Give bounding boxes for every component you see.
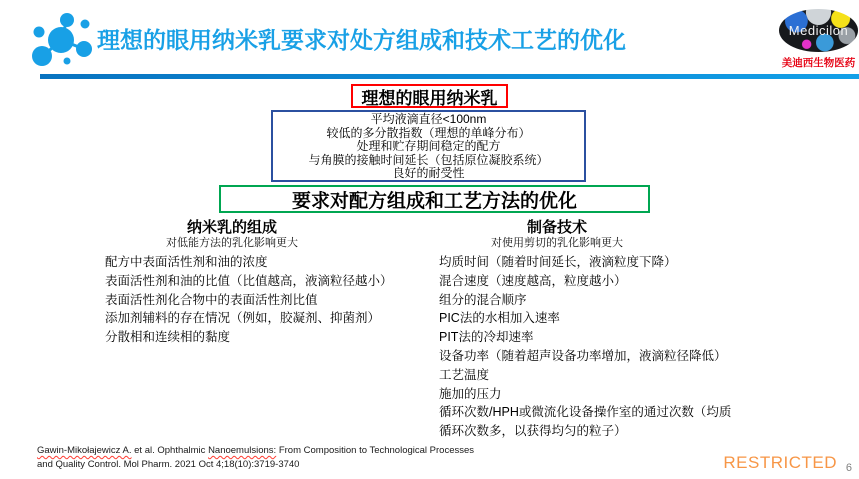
list-item: 组分的混合顺序 xyxy=(439,292,527,307)
citation-rest: From Composition to Technological Processes xyxy=(276,445,475,456)
optimization-requirement-box: 要求对配方组成和工艺方法的优化 xyxy=(219,185,650,213)
citation-mid: et al. Ophthalmic xyxy=(131,445,209,456)
list-item: PIT法的冷却速率 xyxy=(439,330,534,345)
composition-list xyxy=(105,253,420,347)
medicilon-logo-text: Medicilon xyxy=(788,23,849,38)
page-title: 理想的眼用纳米乳要求对处方组成和技术工艺的优化 xyxy=(97,27,626,53)
technology-title: 制备技术 xyxy=(526,219,587,236)
property-item: 处理和贮存期间稳定的配方 xyxy=(356,139,501,153)
list-item: 设备功率（随着超声设备功率增加，液滴粒径降低） xyxy=(439,348,727,363)
property-item: 良好的耐受性 xyxy=(392,166,465,180)
property-item: 较低的多分散指数（理想的单峰分布） xyxy=(326,125,531,140)
citation-line-1 xyxy=(37,444,497,458)
citation-term: Nanoemulsions: xyxy=(208,445,277,456)
list-item: 表面活性剂化合物中的表面活性剂比值 xyxy=(105,292,318,307)
company-name: 美迪西生物医药 xyxy=(781,57,856,69)
citation-line-2: and Quality Control. Mol Pharm. 2021 Oct 4;18(10):3719-3740 xyxy=(37,459,300,470)
list-item: PIC法的水相加入速率 xyxy=(439,311,560,326)
technology-column-header xyxy=(447,219,667,250)
list-item: 均质时间（随着时间延长，液滴粒度下降） xyxy=(439,255,677,269)
list-item: 添加剂辅料的存在情况（例如，胶凝剂、抑菌剂） xyxy=(105,311,381,326)
list-item: 混合速度（速度越高，粒度越小） xyxy=(439,273,627,288)
molecule-cluster-icon xyxy=(28,8,94,70)
list-item: 循环次数/HPH或微流化设备操作室的通过次数（均质循环次数多，以获得均匀的粒子） xyxy=(439,405,732,439)
list-item: 分散相和连续相的黏度 xyxy=(105,330,231,345)
citation-author: Gawin-Mikołajewicz A. xyxy=(37,445,132,456)
list-item: 配方中表面活性剂和油的浓度 xyxy=(105,255,268,269)
restricted-label: RESTRICTED xyxy=(723,453,837,472)
composition-title: 纳米乳的组成 xyxy=(186,219,277,236)
list-item: 工艺温度 xyxy=(439,367,490,382)
list-item: 施加的压力 xyxy=(439,386,502,401)
technology-list xyxy=(439,253,739,441)
property-item: 平均液滴直径<100nm xyxy=(370,112,487,126)
citation xyxy=(37,444,497,472)
technology-subtitle: 对使用剪切的乳化影响更大 xyxy=(491,237,623,249)
list-item: 表面活性剂和油的比值（比值越高，液滴粒径越小） xyxy=(105,273,393,288)
property-item: 与角膜的接触时间延长（包括原位凝胶系统） xyxy=(308,152,549,167)
page-number: 6 xyxy=(845,462,852,474)
medicilon-logo xyxy=(779,9,858,52)
composition-subtitle: 对低能方法的乳化影响更大 xyxy=(166,237,298,249)
header-divider xyxy=(40,74,859,79)
composition-column-header xyxy=(122,219,342,250)
ideal-nanoemulsion-box: 理想的眼用纳米乳 xyxy=(351,84,508,108)
ideal-properties-box xyxy=(271,110,586,182)
